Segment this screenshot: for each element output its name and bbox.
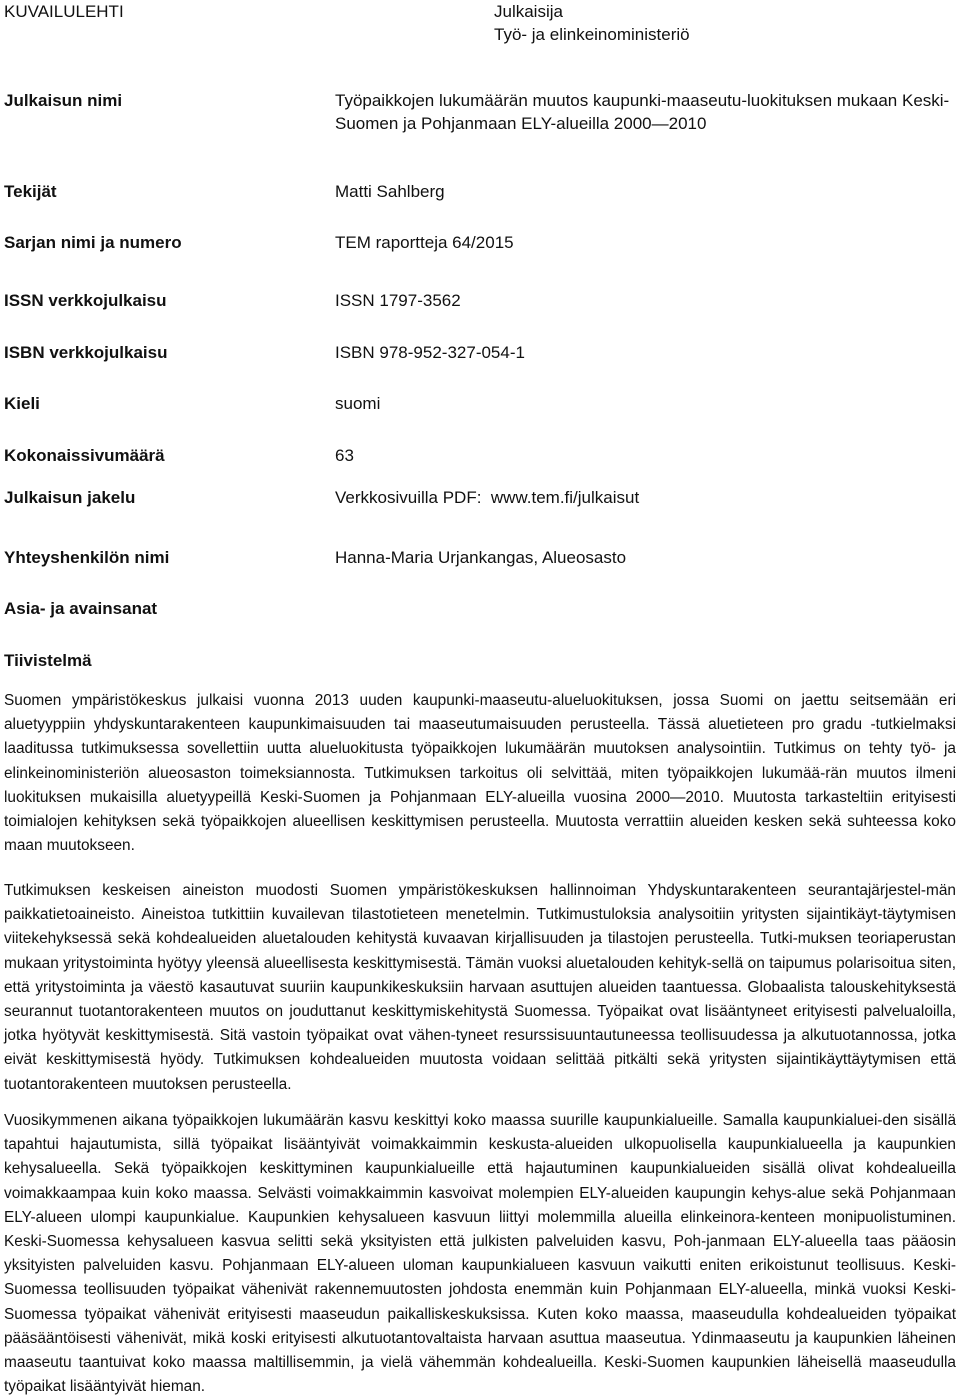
page-count-value: 63 [335,446,354,465]
authors-value: Matti Sahlberg [335,182,445,201]
contact-value: Hanna-Maria Urjankangas, Alueosasto [335,548,627,567]
issn-value: ISSN 1797-3562 [335,291,461,310]
publisher-label: Julkaisija [494,2,563,21]
language-value: suomi [335,394,381,413]
isbn-value: ISBN 978-952-327-054-1 [335,343,525,362]
issn-label: ISSN verkkojulkaisu [4,291,167,310]
keywords-label: Asia- ja avainsanat [4,599,158,618]
contact-label: Yhteyshenkilön nimi [4,548,170,567]
abstract-paragraph-2: Tutkimuksen keskeisen aineiston muodosti Suomen ympäristökeskuksen hallinnoiman Yhdyskuntarakenteen seurantajärjestel-män paikkatietoaineisto. Aineistoa tutkittiin kuvailevan tilastotieteen menetelmin. Tutkimustuloksia analysoitiin yritysten sijaintikäyt-täytymisen viitekehyksessä sekä kohdealueiden aluetalouden kehitystä kuvaavan kirjallisuuden ja tilastojen perusteella. Tutki-muksen teoriaperustan mukaan yritystoiminta hyötyy yleensä alueellisesta keskittymisestä. Tämän vuoksi aluetalouden kehityk-sellä on taipumus polarisoitua siten, että yritystoiminta ja väestö kasautuvat suuriin kaupunkikeskuksiin harvaan asuttujen alueiden taantuessa. Globaalista talouskehityksestä seurannut tuotantorakenteen muutos on jouduttanut keskittymiskehitystä Suomessa. Työpaikat ovat lisääntyneet erityisesti palvelualoilla, jotka hyötyvät keskittymisestä. Sitä vastoin työpaikat ovat vähen-tyneet resurssisuuntautuneessa teollisuudessa ja alkutuotannossa, jotka eivät keskittymisestä hyödy. Tutkimuksen kohdealueiden muutosta voidaan selittää pitkälti sekä yritysten sijaintikäyttäytymisen että tuotantorakenteen muutoksen perusteella. [4,882,956,1093]
distribution-value: Verkkosivuilla PDF: www.tem.fi/julkaisut [335,488,640,507]
document-type-heading: KUVAILULEHTI [4,2,124,21]
language-label: Kieli [4,394,40,413]
abstract-paragraph-1: Suomen ympäristökeskus julkaisi vuonna 2013 uuden kaupunki-maaseutu-alueluokituksen, jossa Suomi on jaettu seitsemään eri aluetyyppiin yhdyskuntarakenteen kaupunkimaisuuden tai maaseutumaisuuden perusteella. Tässä aluetieteen pro gradu -tutkielmaksi laaditussa tutkimuksessa sovellettiin uutta alueluokitusta työpaikkojen lukumäärän muutoksen analysointiin. Tutkimus on tehty työ- ja elinkeinoministeriön alueosaston toimeksiannosta. Tutkimuksen tarkoitus oli selvittää, miten työpaikkojen lukumää-rän muutos ilmeni luokituksen mukaisilla aluetyypeillä Keski-Suomen ja Pohjanmaan ELY-alueilla vuosina 2000—2010. Muutosta tarkasteltiin erityisesti toimialojen kehityksen sekä työpaikkojen alueellisen keskittymisen perusteella. Muutosta verrattiin alueiden kesken sekä suhteessa koko maan muutokseen. [4,692,956,855]
series-value: TEM raportteja 64/2015 [335,233,514,252]
distribution-label: Julkaisun jakelu [4,488,136,507]
authors-label: Tekijät [4,182,57,201]
title-value-line2: Suomen ja Pohjanmaan ELY-alueilla 2000—2010 [335,114,707,133]
publisher-value: Työ- ja elinkeinoministeriö [494,25,690,44]
series-label: Sarjan nimi ja numero [4,233,182,252]
title-label: Julkaisun nimi [4,91,123,110]
page-count-label: Kokonaissivumäärä [4,446,165,465]
title-value-line1: Työpaikkojen lukumäärän muutos kaupunki-maaseutu-luokituksen mukaan Keski- [335,91,950,110]
isbn-label: ISBN verkkojulkaisu [4,343,168,362]
abstract-paragraph-3: Vuosikymmenen aikana työpaikkojen lukumäärän kasvu keskittyi koko maassa suurille kaupunkialueille. Samalla kaupunkialuei-den sisällä tapahtui hajautumista, sillä työpaikat lisääntyivät voimakkaimmin keskusta-alueiden ulkopuolisella kaupunkialueella ja kaupunkien kehysalueella. Sekä työpaikkojen keskittyminen kaupunkialueille että hajautuminen kaupunkialueiden sisällä olivat kohdealueilla voimakkaampaa kuin koko maassa. Selvästi voimakkaimmin kasvoivat molempien ELY-alueiden kaupungin kehys-alue sekä Pohjanmaan ELY-alueen ulompi kaupunkialue. Kaupunkien kehysalueen kasvuun liittyi molemmilla alueilla elinkeinora-kenteen monipuolistuminen. Keski-Suomessa kehysalueen kasvua selitti sekä yksityisten että julkisten palveluiden kasvu, Poh-janmaan ELY-alueella taas pääosin yksityisten palveluiden kasvu. Pohjanmaan ELY-alueen uloman kaupunkialueen kasvuun vaikutti eniten erikoistunut teollisuus. Keski-Suomessa teollisuuden työpaikat vähenivät rakennemuutosten johdosta enemmän kuin Pohjanmaan ELY-alueella, minkä vuoksi Keski-Suomessa työpaikat vähenivät erityisesti maaseudun paikalliskeskuksissa. Kuten koko maassa, maaseudulla kohdealueiden työpaikat pääsääntöisesti vähenivät, mikä koski erityisesti alkutuotantovaltaista harvaan asuttua maaseutua. Ydinmaaseutu ja kaupunkien läheinen maaseutu taantuivat koko maassa maltillisemmin, ja vielä vähemmän kohdealueilla. Keski-Suomen kaupunkien läheisellä maaseudulla työpaikat lisääntyivät hieman. [4,1112,956,1396]
abstract-label: Tiivistelmä [4,651,92,670]
